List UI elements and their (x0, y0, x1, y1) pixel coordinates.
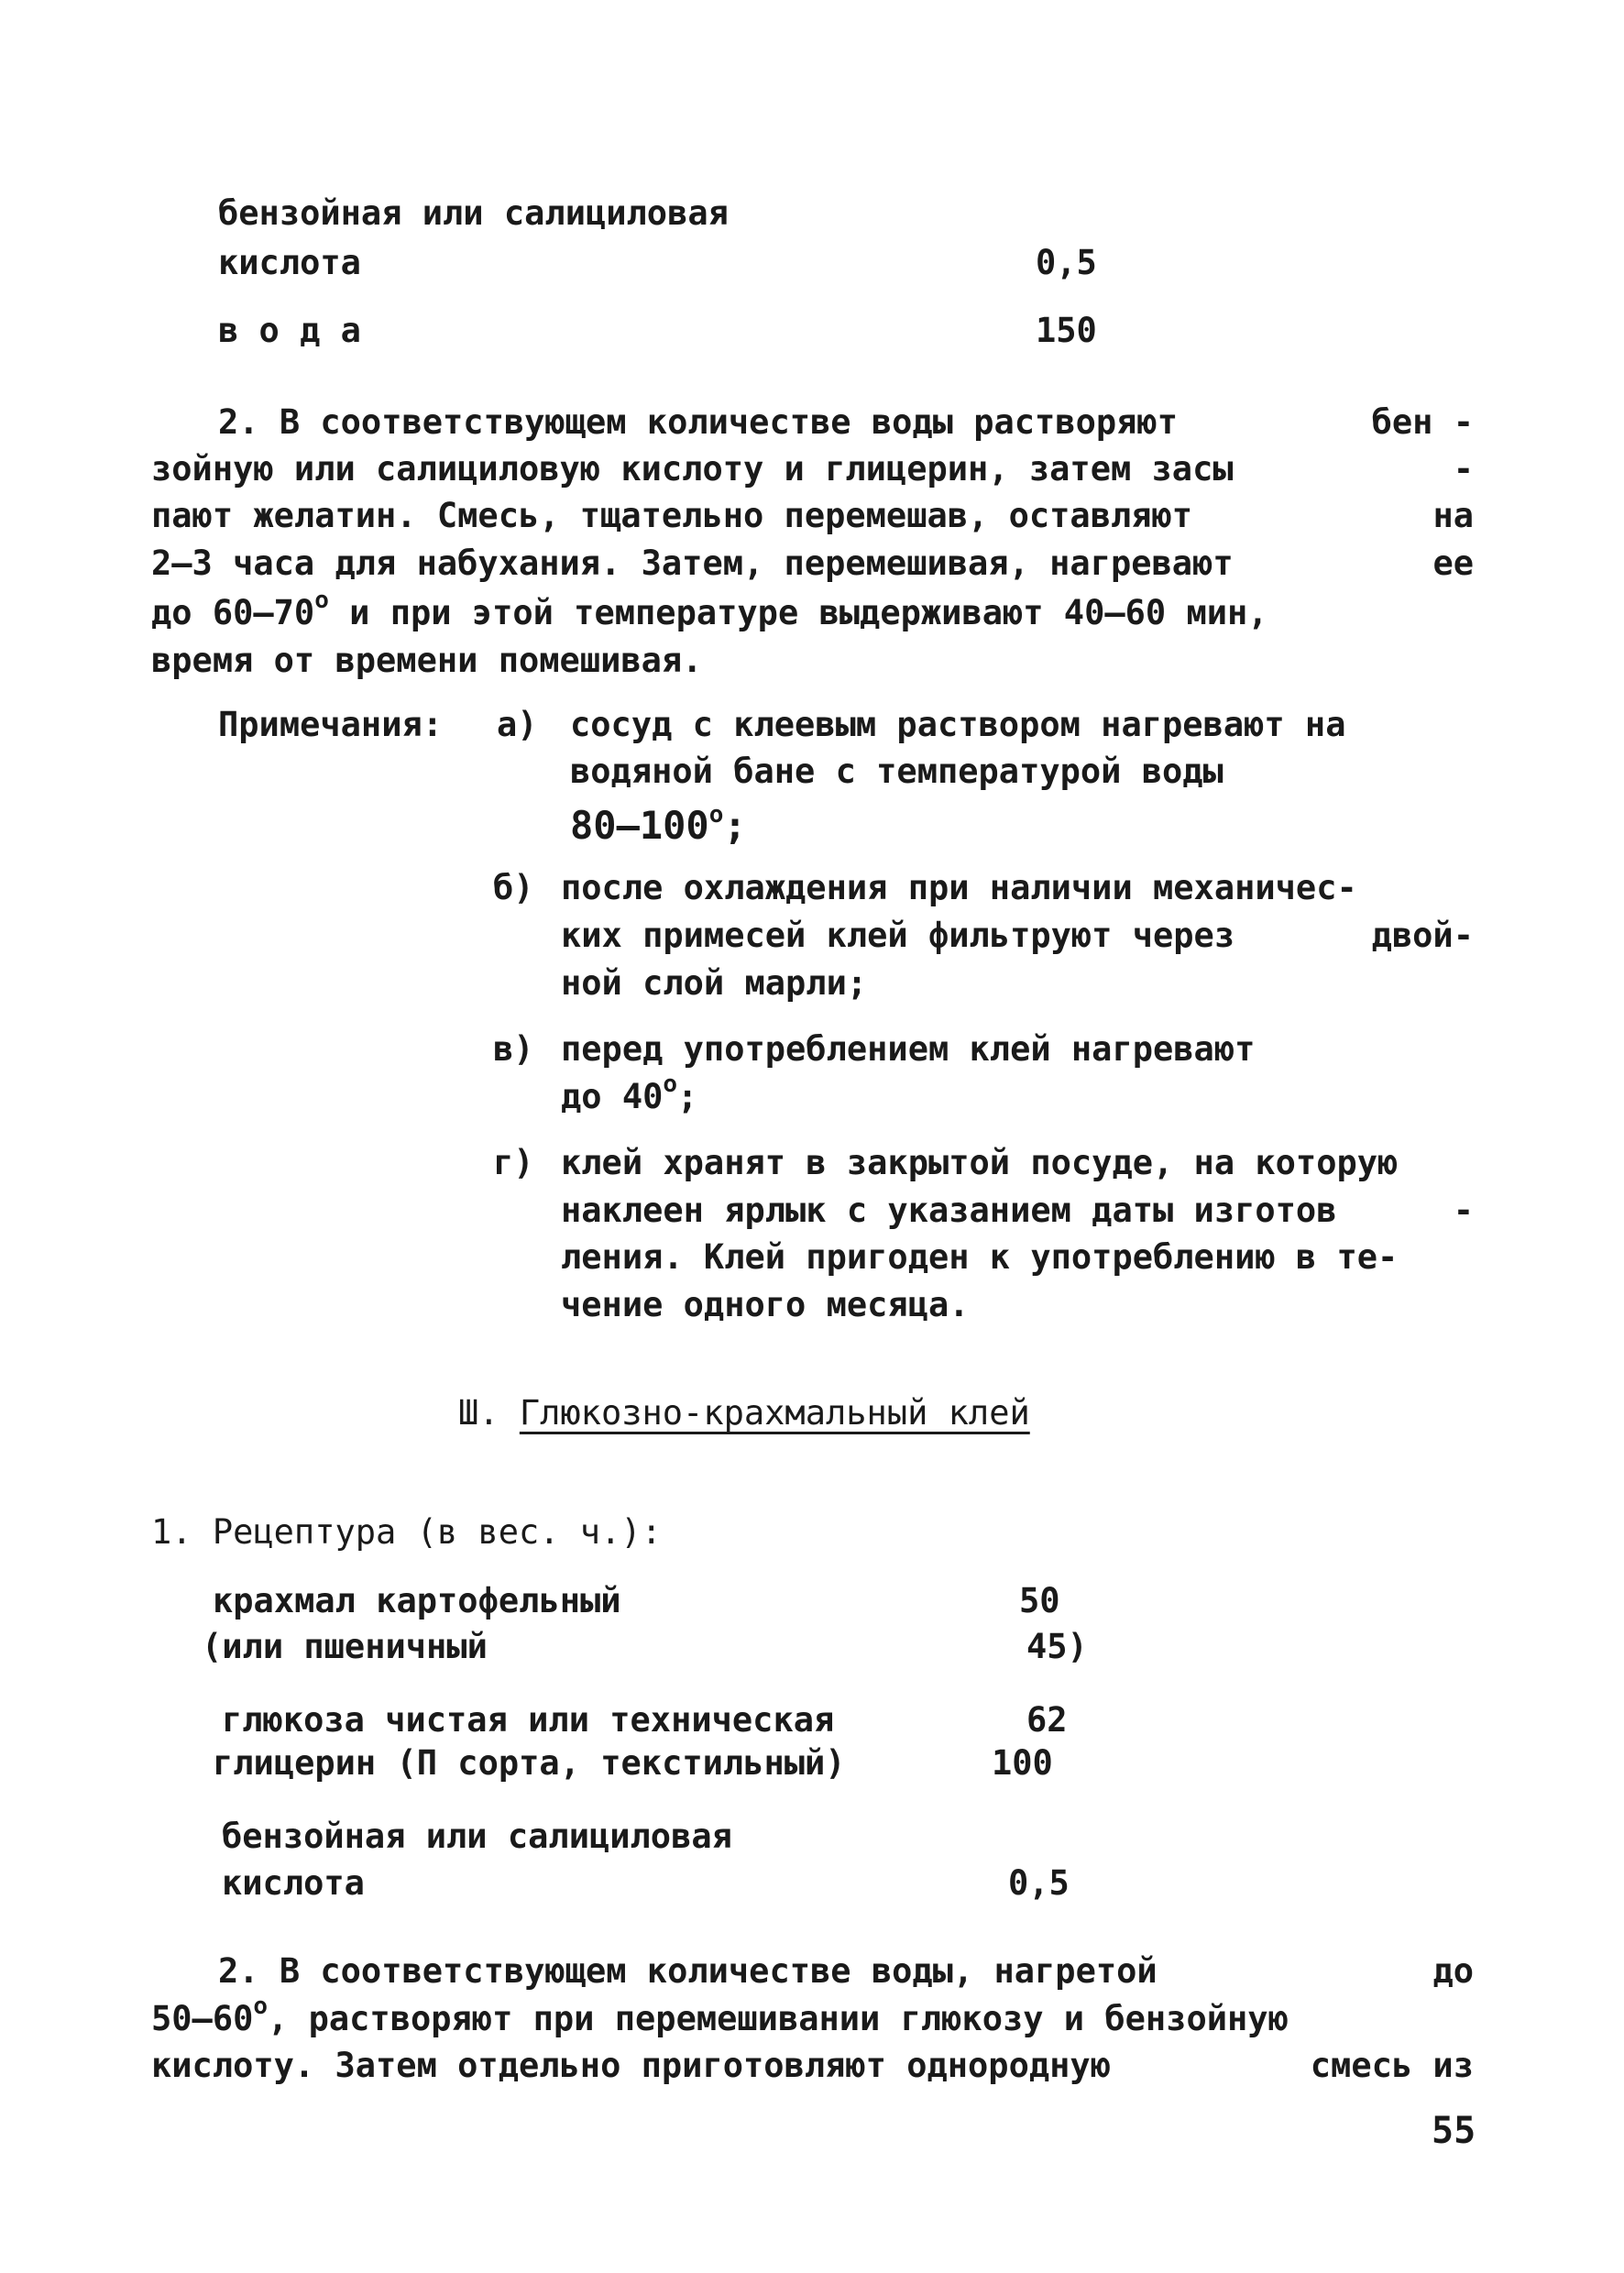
top-recipe-water-value: 150 (1036, 311, 1097, 350)
note-g-marker: г) (493, 1143, 534, 1182)
step2-line1-text: 2. В соответствующем количестве воды растворяют (218, 402, 1178, 442)
step2-line1-end: бен - (1371, 402, 1474, 442)
step2-line5-start: до 60–70 (151, 593, 315, 632)
note-a-marker: а) (497, 705, 538, 744)
page-number: 55 (1432, 2110, 1476, 2152)
degree-mark: о (314, 587, 329, 614)
degree-mark: о (708, 801, 724, 829)
top-recipe-acid-line1: бензойная или салициловая (218, 193, 729, 233)
step2-line3 (151, 496, 1474, 535)
note-a-line1: сосуд с клеевым раствором нагревают на (570, 705, 1346, 744)
recipe-item-value: 62 (1026, 1700, 1068, 1740)
top-recipe-acid-line2: кислота (218, 243, 361, 282)
note-v-line1: перед употреблением клей нагревают (561, 1029, 1256, 1069)
step2-line4 (151, 544, 1474, 583)
top-recipe-water-label: в о д а (218, 311, 361, 350)
recipe-item-name: крахмал картофельный (213, 1581, 621, 1620)
step2-line3-end: на (1432, 496, 1474, 535)
step2-line6: время от времени помешивая. (151, 641, 703, 680)
recipe-item-value: 50 (1019, 1581, 1060, 1620)
degree-mark: о (253, 1993, 269, 2020)
step2-line1 (218, 402, 1474, 442)
notes-label: Примечания: (218, 705, 444, 744)
degree-mark: о (663, 1071, 678, 1098)
step2-line2-end: - (1453, 449, 1474, 489)
note-b-marker: б) (493, 868, 534, 907)
note-v-temp: до 40 (561, 1077, 664, 1116)
note-g-line2-text: наклеен ярлык с указанием даты изготов (561, 1191, 1337, 1230)
note-b-line2-text: ких примесей клей фильтруют через (561, 916, 1235, 955)
note-g-line3: ления. Клей пригоден к употреблению в те- (561, 1237, 1399, 1277)
step2-line3-text: пают желатин. Смесь, тщательно перемешав, оставляют (151, 496, 1193, 535)
step2b-line1-text: 2. В соответствующем количестве воды, нагретой (218, 1951, 1158, 1991)
step2b-line2-start: 50–60 (151, 1999, 254, 2038)
recipe-item-name: глюкоза чистая или техническая (222, 1700, 835, 1740)
section-title: Глюкозно-крахмальный клей (519, 1393, 1030, 1433)
recipe-item-value: 0,5 (1008, 1863, 1070, 1903)
recipe-item-name: глицерин (П сорта, текстильный) (213, 1743, 846, 1783)
recipe-item-value: 100 (992, 1743, 1053, 1783)
step2b-line3 (151, 2046, 1474, 2085)
note-v-end: ; (677, 1077, 698, 1116)
recipe-item-name: (или пшеничный (202, 1627, 488, 1666)
step2-line5 (151, 587, 1268, 632)
recipe-item-value: 45) (1026, 1627, 1088, 1666)
note-b-line2 (561, 916, 1474, 955)
step2-line5-rest: и при этой температуре выдерживают 40–60 мин, (328, 593, 1268, 632)
note-v-marker: в) (493, 1029, 534, 1069)
note-g-line2 (561, 1191, 1474, 1230)
step2b-line2 (151, 1993, 1289, 2038)
step2b-line1 (218, 1951, 1474, 1991)
step2b-line2-rest: , растворяют при перемешивании глюкозу и бензойную (268, 1999, 1289, 2038)
recipe-item-name: кислота (222, 1863, 365, 1903)
note-g-line4: чение одного месяца. (561, 1285, 970, 1324)
step2b-line3-text: кислоту. Затем отдельно приготовляют однородную (151, 2046, 1111, 2085)
recipe-title: 1. Рецептура (в вес. ч.): (151, 1512, 662, 1552)
step2-line4-text: 2–3 часа для набухания. Затем, перемешивая, нагревают (151, 544, 1234, 583)
note-a-temp: 80–100 (570, 803, 709, 848)
note-g-line1: клей хранят в закрытой посуде, на которую (561, 1143, 1399, 1182)
step2b-line3-end: смесь из (1310, 2046, 1474, 2085)
note-a-end: ; (723, 803, 747, 848)
note-b-line2-end: двой- (1371, 916, 1474, 955)
section-heading (458, 1393, 1030, 1433)
note-a-line3 (570, 801, 747, 848)
note-g-line2-end: - (1453, 1191, 1474, 1230)
note-a-line2: водяной бане с температурой воды (570, 752, 1223, 791)
note-v-line2 (561, 1071, 698, 1116)
note-b-line1: после охлаждения при наличии механичес- (561, 868, 1357, 907)
step2-line2 (151, 449, 1474, 489)
recipe-item-name: бензойная или салициловая (222, 1817, 732, 1856)
step2-line2-text: зойную или салициловую кислоту и глицерин, затем засы (151, 449, 1234, 489)
step2-line4-end: ее (1432, 544, 1474, 583)
section-numeral: Ш. (458, 1393, 499, 1433)
note-b-line3: ной слой марли; (561, 963, 868, 1003)
top-recipe-acid-value: 0,5 (1036, 243, 1097, 282)
step2b-line1-end: до (1432, 1951, 1474, 1991)
